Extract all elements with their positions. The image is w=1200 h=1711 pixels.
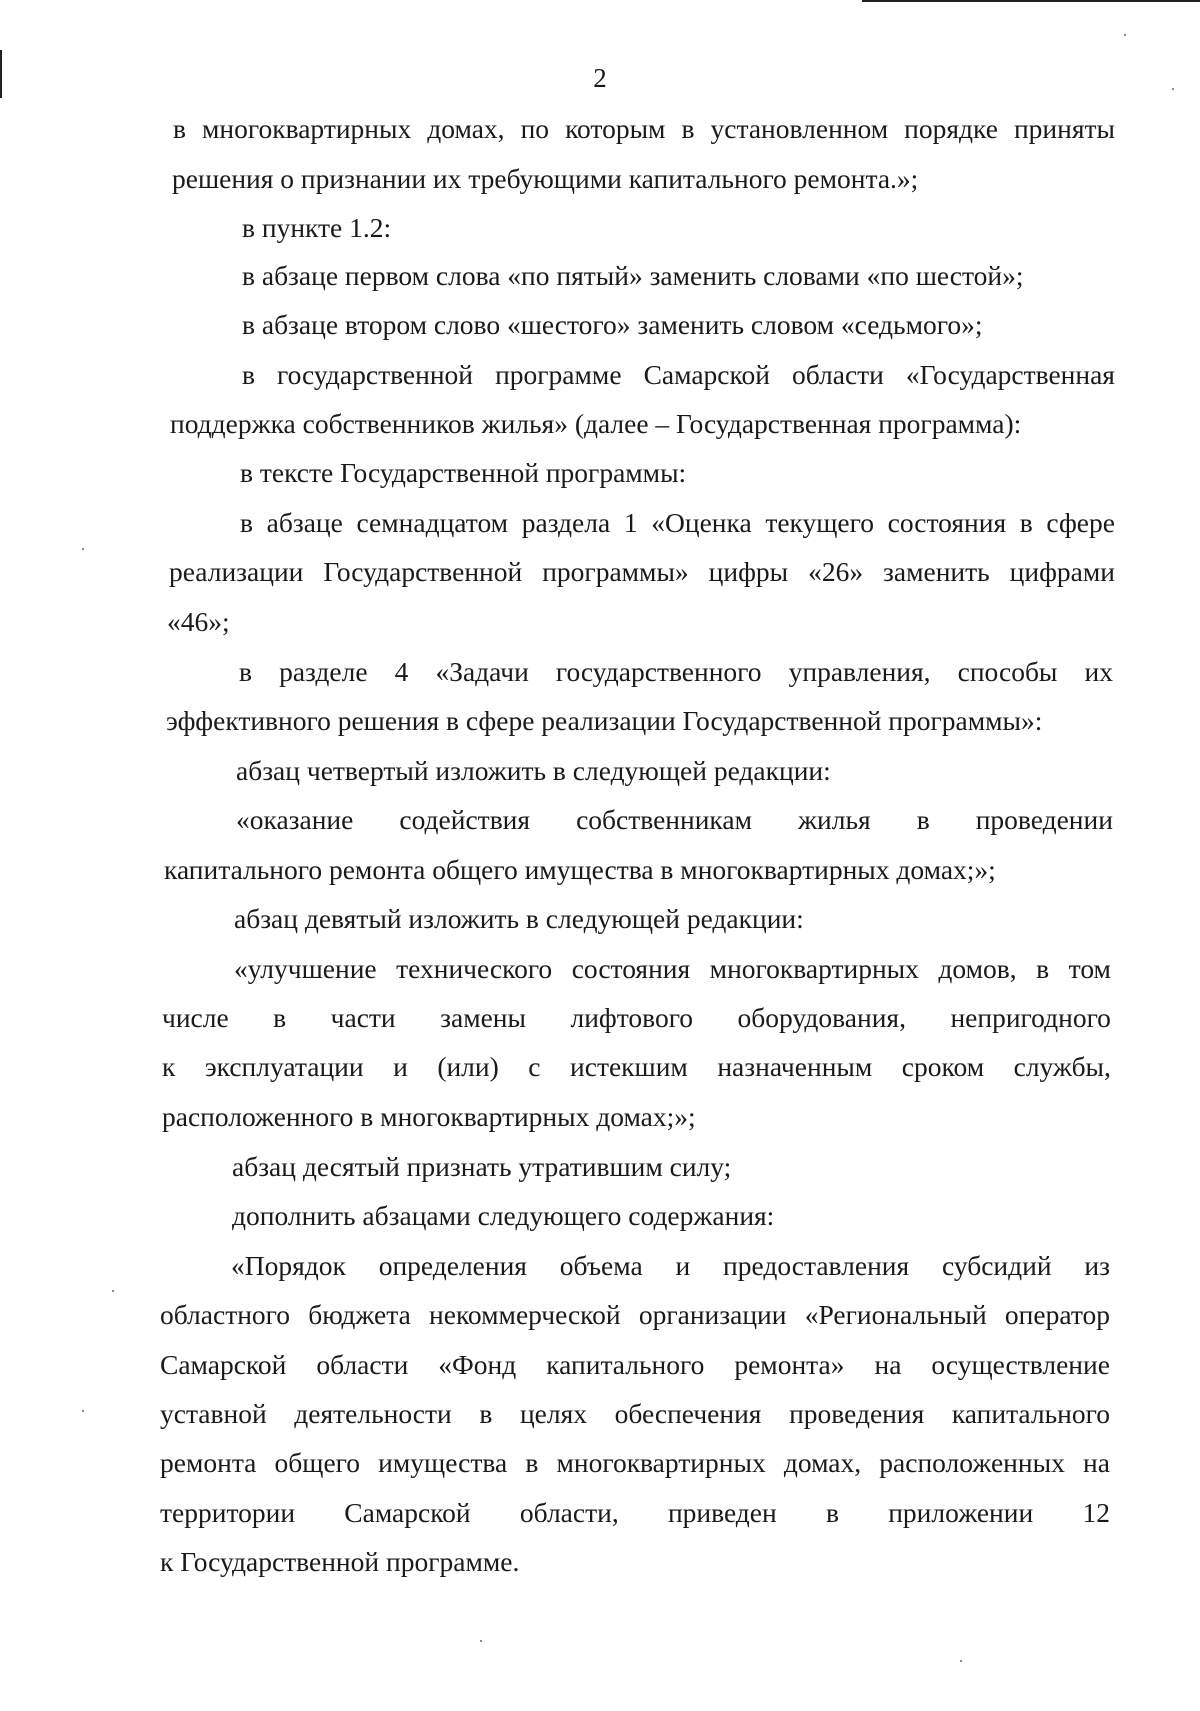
text-word: имущества bbox=[378, 1447, 508, 1478]
text-word: непригодного bbox=[950, 1002, 1111, 1033]
text-line: решения о признании их требующими капитального ремонта.»; bbox=[172, 163, 919, 194]
text-line bbox=[240, 506, 1115, 540]
text-word: на bbox=[1083, 1447, 1110, 1478]
text-word: 1 bbox=[623, 507, 638, 538]
text-word: в bbox=[273, 1002, 287, 1033]
text-word: обеспечения bbox=[614, 1398, 762, 1429]
text-word: цифрами bbox=[1009, 556, 1115, 587]
text-word: в bbox=[173, 113, 186, 144]
text-word: домов, bbox=[938, 953, 1017, 984]
scan-speck bbox=[82, 1410, 84, 1412]
scan-speck bbox=[960, 1660, 962, 1662]
text-word: капитального bbox=[546, 1349, 705, 1380]
text-line bbox=[160, 1298, 1110, 1332]
text-line: в абзаце первом слова «по пятый» заменить словами «по шестой»; bbox=[242, 260, 1024, 291]
text-word: государственной bbox=[277, 359, 474, 390]
text-word: раздела bbox=[521, 507, 611, 538]
text-word: «Задачи bbox=[435, 656, 529, 687]
text-line bbox=[236, 803, 1113, 837]
text-word: лифтового bbox=[570, 1002, 694, 1033]
text-word: «Государственная bbox=[905, 359, 1115, 390]
text-word: ремонта» bbox=[734, 1349, 845, 1380]
scan-speck bbox=[1172, 88, 1174, 90]
text-word: с bbox=[528, 1051, 541, 1082]
text-word: «26» bbox=[808, 556, 864, 587]
text-word: области, bbox=[519, 1497, 619, 1528]
text-word: эксплуатации bbox=[204, 1051, 364, 1082]
text-word: в bbox=[242, 359, 255, 390]
text-word: субсидий bbox=[941, 1250, 1052, 1281]
text-word: в bbox=[916, 804, 930, 835]
text-word: целях bbox=[519, 1398, 587, 1429]
text-word: собственникам bbox=[576, 804, 752, 835]
scan-speck bbox=[112, 1290, 114, 1292]
text-word: территории bbox=[160, 1497, 296, 1528]
text-word: объема bbox=[559, 1250, 643, 1281]
text-word: состояния bbox=[571, 953, 691, 984]
text-word: по bbox=[520, 113, 550, 144]
text-word: многоквартирных bbox=[202, 113, 412, 144]
text-word: установленном bbox=[710, 113, 889, 144]
text-word: уставной bbox=[160, 1398, 267, 1429]
text-word: домах, bbox=[427, 113, 505, 144]
text-word: которым bbox=[565, 113, 666, 144]
text-word: «оказание bbox=[236, 804, 354, 835]
text-word: домах, bbox=[783, 1447, 862, 1478]
text-word: разделе bbox=[279, 656, 368, 687]
text-word: определения bbox=[378, 1250, 527, 1281]
text-word: программы» bbox=[542, 556, 689, 587]
text-word: проведения bbox=[789, 1398, 925, 1429]
text-word: порядке bbox=[904, 113, 998, 144]
text-word: реализации bbox=[169, 556, 304, 587]
text-word: (или) bbox=[437, 1051, 499, 1082]
text-word: на bbox=[874, 1349, 902, 1380]
text-line bbox=[160, 1397, 1110, 1431]
text-line bbox=[231, 1249, 1110, 1283]
text-word: том bbox=[1068, 953, 1111, 984]
text-line: поддержка собственников жилья» (далее – Государственная программа): bbox=[170, 408, 1022, 439]
text-word: оборудования, bbox=[737, 1002, 906, 1033]
text-word: бюджета bbox=[308, 1299, 411, 1330]
text-line bbox=[239, 655, 1113, 689]
text-line: капитального ремонта общего имущества в многоквартирных домах;»; bbox=[164, 854, 996, 885]
text-word: их bbox=[1084, 656, 1113, 687]
text-line: расположенного в многоквартирных домах;»; bbox=[162, 1101, 696, 1132]
text-word: к bbox=[162, 1051, 176, 1082]
text-line: абзац четвертый изложить в следующей редакции: bbox=[236, 755, 831, 786]
text-word: осуществление bbox=[931, 1349, 1110, 1380]
text-word: из bbox=[1084, 1250, 1110, 1281]
text-word: и bbox=[393, 1051, 408, 1082]
scan-edge-line-left bbox=[0, 50, 2, 98]
text-line: «46»; bbox=[167, 606, 230, 637]
text-word: замены bbox=[440, 1002, 526, 1033]
text-word: в bbox=[525, 1447, 539, 1478]
text-word: Самарской bbox=[160, 1349, 287, 1380]
text-word: службы, bbox=[1013, 1051, 1111, 1082]
scan-speck bbox=[480, 1640, 482, 1642]
text-line: в тексте Государственной программы: bbox=[240, 457, 687, 488]
scan-edge-line-top bbox=[862, 0, 1200, 2]
text-line: абзац девятый изложить в следующей редакции: bbox=[234, 903, 804, 934]
text-word: проведении bbox=[975, 804, 1113, 835]
text-word: заменить bbox=[883, 556, 990, 587]
text-line: дополнить абзацами следующего содержания: bbox=[232, 1200, 775, 1231]
text-word: некоммерческой bbox=[429, 1299, 621, 1330]
text-word: приложении bbox=[888, 1497, 1034, 1528]
text-line bbox=[162, 1050, 1111, 1084]
scan-speck bbox=[82, 548, 84, 550]
text-line bbox=[169, 555, 1115, 589]
text-word: областного bbox=[160, 1299, 291, 1330]
text-word: в bbox=[1036, 953, 1050, 984]
page-number: 2 bbox=[593, 63, 607, 93]
text-line bbox=[234, 952, 1111, 986]
text-word: многоквартирных bbox=[709, 953, 919, 984]
text-word: семнадцатом bbox=[356, 507, 509, 538]
text-word: программе bbox=[495, 359, 622, 390]
text-word: «Региональный bbox=[804, 1299, 987, 1330]
text-word: в bbox=[825, 1497, 839, 1528]
text-word: сфере bbox=[1046, 507, 1115, 538]
text-word: многоквартирных bbox=[556, 1447, 766, 1478]
text-word: части bbox=[330, 1002, 396, 1033]
text-word: Самарской bbox=[643, 359, 770, 390]
text-word: капитального bbox=[951, 1398, 1110, 1429]
text-line bbox=[160, 1446, 1110, 1480]
text-word: 12 bbox=[1082, 1497, 1110, 1528]
text-word: оператор bbox=[1004, 1299, 1110, 1330]
text-word: приведен bbox=[667, 1497, 777, 1528]
text-word: предоставления bbox=[723, 1250, 910, 1281]
text-word: в bbox=[479, 1398, 493, 1429]
text-line: эффективного решения в сфере реализации Государственной программы»: bbox=[166, 705, 1043, 736]
text-word: цифры bbox=[708, 556, 789, 587]
text-line bbox=[160, 1496, 1110, 1530]
text-word: управления, bbox=[788, 656, 931, 687]
text-line bbox=[173, 112, 1115, 146]
text-word: назначенным bbox=[717, 1051, 873, 1082]
text-word: ремонта bbox=[160, 1447, 257, 1478]
scan-speck bbox=[1124, 34, 1126, 36]
text-line bbox=[160, 1348, 1110, 1382]
text-word: в bbox=[681, 113, 695, 144]
text-word: государственного bbox=[555, 656, 762, 687]
text-line: в абзаце втором слово «шестого» заменить словом «седьмого»; bbox=[242, 309, 983, 340]
text-word: области bbox=[791, 359, 884, 390]
text-line: абзац десятый признать утратившим силу; bbox=[232, 1151, 732, 1182]
text-word: абзаце bbox=[266, 507, 343, 538]
text-word: способы bbox=[957, 656, 1058, 687]
text-word: «Фонд bbox=[438, 1349, 517, 1380]
text-word: и bbox=[675, 1250, 691, 1281]
text-word: области bbox=[316, 1349, 409, 1380]
text-word: числе bbox=[162, 1002, 229, 1033]
text-word: Государственной bbox=[323, 556, 523, 587]
text-word: общего bbox=[274, 1447, 361, 1478]
text-word: «Оценка bbox=[651, 507, 752, 538]
text-word: жилья bbox=[798, 804, 871, 835]
text-word: в bbox=[239, 656, 252, 687]
text-word: организации bbox=[638, 1299, 787, 1330]
text-word: «улучшение bbox=[234, 953, 377, 984]
text-word: технического bbox=[396, 953, 553, 984]
text-word: в bbox=[1019, 507, 1033, 538]
text-word: текущего bbox=[765, 507, 874, 538]
text-word: приняты bbox=[1013, 113, 1115, 144]
text-line bbox=[242, 358, 1115, 392]
text-line: в пункте 1.2: bbox=[242, 212, 392, 243]
text-word: сроком bbox=[901, 1051, 985, 1082]
text-word: Самарской bbox=[344, 1497, 471, 1528]
text-word: содействия bbox=[399, 804, 531, 835]
text-line: к Государственной программе. bbox=[160, 1546, 520, 1577]
text-word: в bbox=[240, 507, 253, 538]
text-word: истекшим bbox=[570, 1051, 688, 1082]
text-word: расположенных bbox=[879, 1447, 1065, 1478]
text-word: состояния bbox=[887, 507, 1007, 538]
text-word: деятельности bbox=[294, 1398, 452, 1429]
text-line bbox=[162, 1001, 1111, 1035]
text-word: «Порядок bbox=[231, 1250, 346, 1281]
text-word: 4 bbox=[394, 656, 409, 687]
